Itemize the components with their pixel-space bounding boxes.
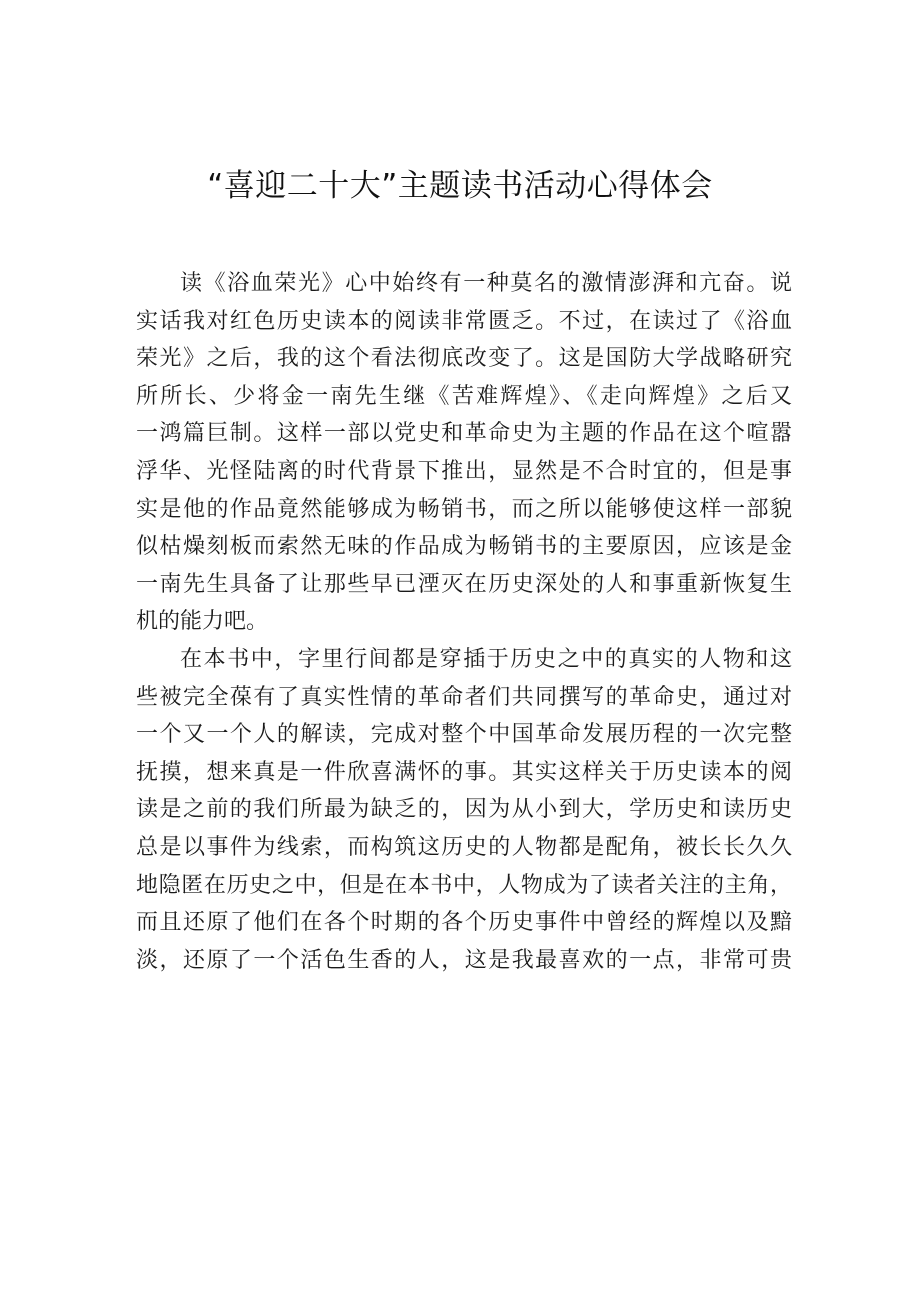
paragraph-1-line-9: 一南先生具备了让那些早已湮灭在历史深处的人和事重新恢复生 [136, 571, 792, 597]
paragraph-1-line-3: 荣光》之后，我的这个看法彻底改变了。这是国防大学战略研究 [136, 346, 792, 372]
paragraph-2-line-9: 淡，还原了一个活色生香的人，这是我最喜欢的一点，非常可贵 [136, 947, 792, 973]
paragraph-2-line-2: 些被完全葆有了真实性情的革命者们共同撰写的革命史，通过对 [136, 684, 792, 710]
paragraph-1-line-4: 所所长、少将金一南先生继《苦难辉煌》、《走向辉煌》之后又 [136, 383, 792, 409]
paragraph-2-line-1: 在本书中，字里行间都是穿插于历史之中的真实的人物和这 [180, 646, 792, 672]
paragraph-1-line-7: 实是他的作品竟然能够成为畅销书，而之所以能够使这样一部貌 [136, 496, 792, 522]
paragraph-2-line-6: 总是以事件为线索，而构筑这历史的人物都是配角，被长长久久 [136, 834, 792, 860]
paragraph-2-line-7: 地隐匿在历史之中，但是在本书中，人物成为了读者关注的主角， [136, 872, 792, 898]
paragraph-2-line-5: 读是之前的我们所最为缺乏的，因为从小到大，学历史和读历史 [136, 797, 792, 823]
document-body [136, 265, 792, 979]
paragraph-1-line-2: 实话我对红色历史读本的阅读非常匮乏。不过，在读过了《浴血 [136, 308, 792, 334]
paragraph-1-line-10: 机的能力吧。 [136, 609, 269, 635]
paragraph-2-line-4: 抚摸，想来真是一件欣喜满怀的事。其实这样关于历史读本的阅 [136, 759, 792, 785]
paragraph-1-line-8: 似枯燥刻板而索然无味的作品成为畅销书的主要原因，应该是金 [136, 534, 792, 560]
paragraph-1-line-5: 一鸿篇巨制。这样一部以党史和革命史为主题的作品在这个喧嚣 [136, 421, 792, 447]
paragraph-2-line-3: 一个又一个人的解读，完成对整个中国革命发展历程的一次完整 [136, 722, 792, 748]
document-title: “喜迎二十大”主题读书活动心得体会 [207, 168, 713, 204]
paragraph-1-line-6: 浮华、光怪陆离的时代背景下推出，显然是不合时宜的，但是事 [136, 458, 792, 484]
paragraph-1-line-1: 读《浴血荣光》心中始终有一种莫名的激情澎湃和亢奋。说 [180, 271, 792, 296]
paragraph-2-line-8: 而且还原了他们在各个时期的各个历史事件中曾经的辉煌以及黯 [136, 910, 792, 936]
